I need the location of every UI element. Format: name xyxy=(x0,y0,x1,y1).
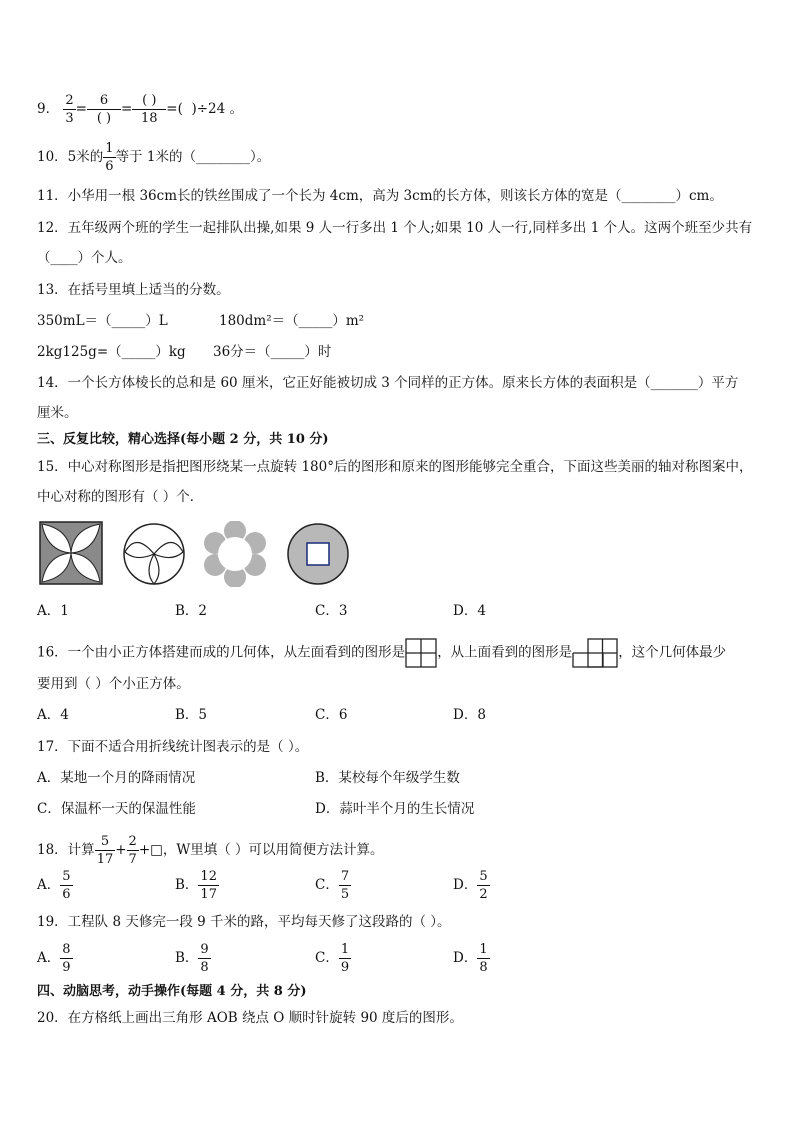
question-15-line2: 中心对称的图形有（ ）个． xyxy=(37,489,204,505)
fraction xyxy=(132,92,166,127)
option-label: B． xyxy=(175,877,199,893)
figure-flower xyxy=(202,521,268,587)
q18-option-c[interactable] xyxy=(315,868,351,903)
left-view-grid-icon xyxy=(405,638,437,668)
denominator: 3 xyxy=(65,111,74,126)
question-10 xyxy=(37,140,270,175)
q17-option-a[interactable]: A．某地一个月的降雨情况 xyxy=(37,770,196,786)
q16-text-post: ，这个几何体最少 xyxy=(618,644,727,661)
section-4-heading: 四、动脑思考，动手操作(每题 4 分，共 8 分) xyxy=(37,984,307,999)
q15-option-b[interactable]: B．2 xyxy=(175,603,208,619)
question-16-line1 xyxy=(37,638,726,668)
numerator: 2 xyxy=(128,834,137,849)
denominator: 9 xyxy=(62,960,71,975)
question-17: 17．下面不适合用折线统计图表示的是（ ）。 xyxy=(37,739,309,755)
q13-item-1: 350mL＝（_____）L xyxy=(37,313,168,329)
fraction xyxy=(63,92,75,127)
question-14-line1: 14．一个长方体棱长的总和是 60 厘米，它正好能被切成 3 个同样的正方体。原来长方体的表面积是（_______）平方 xyxy=(37,375,739,391)
numerator: ( ) xyxy=(132,92,166,110)
numerator: 1 xyxy=(479,942,488,957)
figure-circle-three-petals xyxy=(122,522,186,586)
numerator: 5 xyxy=(62,869,71,884)
q13-item-2: 180dm²＝（_____）m² xyxy=(219,313,365,329)
question-12-line1: 12．五年级两个班的学生一起排队出操,如果 9 人一行多出 1 个人;如果 10 人一行,同样多出 1 个人。这两个班至少共有 xyxy=(37,220,753,236)
top-view-grid-icon xyxy=(572,638,618,668)
q16-option-b[interactable]: B．5 xyxy=(175,707,208,723)
question-19: 19．工程队 8 天修完一段 9 千米的路，平均每天修了这段路的（ ）。 xyxy=(37,914,451,930)
question-18 xyxy=(37,833,384,868)
option-label: D． xyxy=(453,877,478,893)
equals: = xyxy=(120,101,133,117)
denominator: 5 xyxy=(340,887,350,902)
q13-item-3: 2kg125g=（_____）kg xyxy=(37,344,186,360)
question-16-line2: 要用到（ ）个小正方体。 xyxy=(37,676,190,692)
q16-option-a[interactable]: A．4 xyxy=(37,707,69,723)
equals: = xyxy=(75,101,87,117)
section-3-heading: 三、反复比较，精心选择(每小题 2 分，共 10 分) xyxy=(37,432,329,447)
numerator: 2 xyxy=(65,93,74,108)
q19-option-a[interactable] xyxy=(37,941,73,976)
fraction xyxy=(339,941,351,976)
q15-option-a[interactable]: A．1 xyxy=(37,603,69,619)
q10-pre: 10．5米的 xyxy=(37,149,104,165)
question-14-line2: 厘米。 xyxy=(37,405,78,421)
numerator: 12 xyxy=(200,869,217,884)
figure-square-petals xyxy=(39,521,103,585)
q15-option-d[interactable]: D．4 xyxy=(453,603,486,619)
fraction xyxy=(339,868,351,903)
question-20: 20．在方格纸上画出三角形 AOB 绕点 O 顺时针旋转 90 度后的图形。 xyxy=(37,1010,463,1026)
question-11: 11．小华用一根 36cm长的铁丝围成了一个长为 4cm，高为 3cm的长方体，则该长方体的宽是（________）cm。 xyxy=(37,188,723,204)
numerator: 9 xyxy=(200,942,209,957)
q18-pre: 18．计算 xyxy=(37,842,95,858)
q18-post: +□，W里填（ ）可以用简便方法计算。 xyxy=(138,842,384,858)
question-13: 13．在括号里填上适当的分数。 xyxy=(37,282,230,298)
q19-option-d[interactable] xyxy=(453,941,490,976)
fraction xyxy=(477,941,489,976)
fraction xyxy=(103,140,115,175)
q16-option-d[interactable]: D．8 xyxy=(453,707,486,723)
q16-option-c[interactable]: C．6 xyxy=(315,707,348,723)
denominator: 8 xyxy=(479,960,488,975)
denominator: 2 xyxy=(479,887,488,902)
option-label: C． xyxy=(315,950,339,966)
q18-option-b[interactable] xyxy=(175,868,219,903)
denominator: 18 xyxy=(141,111,158,126)
numerator: 5 xyxy=(95,833,116,851)
fraction xyxy=(198,941,210,976)
fraction xyxy=(87,92,121,127)
option-label: C． xyxy=(315,877,339,893)
q9-number: 9． xyxy=(37,101,60,117)
numerator: 7 xyxy=(340,869,350,884)
q9-tail: )÷24 。 xyxy=(182,101,244,117)
q17-option-c[interactable]: C．保温杯一天的保温性能 xyxy=(37,801,196,817)
denominator: 8 xyxy=(200,960,209,975)
q10-post: 等于 1米的（________）。 xyxy=(115,149,271,165)
q13-item-4: 36分＝（_____）时 xyxy=(213,344,332,360)
q17-option-d[interactable]: D．蒜叶半个月的生长情况 xyxy=(315,801,475,817)
denominator: 6 xyxy=(105,159,114,174)
q18-option-d[interactable] xyxy=(453,868,490,903)
option-label: D． xyxy=(453,950,478,966)
q16-text-mid: ，从上面看到的图形是 xyxy=(437,644,573,661)
plus-sign: + xyxy=(115,842,127,858)
option-label: B． xyxy=(175,950,199,966)
fraction xyxy=(477,868,489,903)
q19-option-b[interactable] xyxy=(175,941,211,976)
equals: =( xyxy=(166,101,183,117)
question-12-line2: （____）个人。 xyxy=(37,250,132,266)
denominator: 17 xyxy=(96,852,114,867)
option-label: A． xyxy=(37,950,61,966)
q16-text-pre: 16．一个由小正方体搭建而成的几何体，从左面看到的图形是 xyxy=(37,644,406,661)
numerator: 5 xyxy=(479,869,488,884)
numerator: 8 xyxy=(62,942,71,957)
question-9 xyxy=(37,92,243,127)
fraction xyxy=(60,868,72,903)
denominator: 6 xyxy=(62,887,71,902)
denominator: ( ) xyxy=(96,111,112,126)
denominator: 7 xyxy=(128,852,137,867)
q15-option-c[interactable]: C．3 xyxy=(315,603,348,619)
fraction xyxy=(95,833,116,868)
option-label: A． xyxy=(37,877,61,893)
fraction xyxy=(198,868,219,903)
denominator: 17 xyxy=(200,887,217,902)
q19-option-c[interactable] xyxy=(315,941,351,976)
question-15-line1: 15．中心对称图形是指把图形绕某一点旋转 180°后的图形和原来的图形能够完全重合，下面这些美丽的轴对称图案中， xyxy=(37,459,753,475)
q18-option-a[interactable] xyxy=(37,868,73,903)
numerator: 6 xyxy=(87,92,121,110)
figure-coin xyxy=(286,522,350,586)
q17-option-b[interactable]: B．某校每个年级学生数 xyxy=(315,770,460,786)
denominator: 9 xyxy=(340,960,350,975)
fraction xyxy=(60,941,72,976)
numerator: 1 xyxy=(340,942,350,957)
fraction xyxy=(127,833,139,868)
numerator: 1 xyxy=(105,141,114,156)
